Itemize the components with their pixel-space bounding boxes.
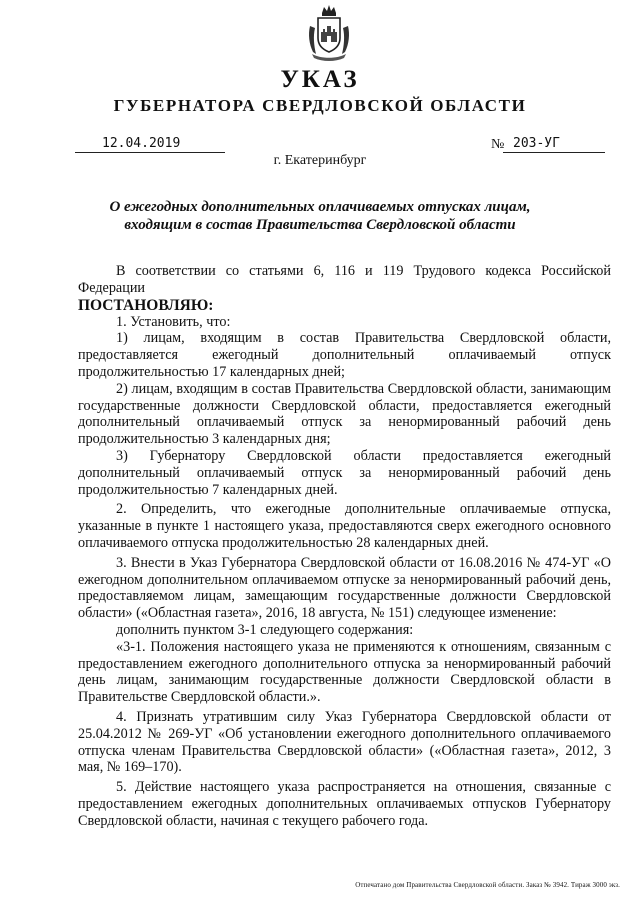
decree-number: 203-УГ — [513, 136, 560, 151]
clause-3-amendment-intro: дополнить пунктом 3-1 следующего содержания: — [116, 621, 414, 638]
issuer-title: ГУБЕРНАТОРА СВЕРДЛОВСКОЙ ОБЛАСТИ — [113, 96, 527, 115]
document-type-title: УКАЗ — [280, 66, 360, 93]
document-heading — [60, 198, 580, 234]
document-body — [78, 263, 611, 830]
clause-2: 2. Определить, что ежегодные дополнительные оплачиваемые отпуска, указанные в пункте 1 настоящего указа, предоставляются сверх ежегодного основного оплачиваемого отпуска продолжительностью 28 календарных дней. — [78, 501, 611, 551]
clause-5: 5. Действие настоящего указа распространяется на отношения, связанные с предоставлением ежегодных дополнительных оплачиваемых отпусков Губернатору Свердловской области, начиная с текущего рабочего года. — [78, 779, 611, 829]
clause-1-intro: 1. Установить, что: — [116, 313, 231, 330]
clause-4: 4. Признать утратившим силу Указ Губернатора Свердловской области от 25.04.2012 № 269-УГ «Об установлении ежегодного дополнительного оплачиваемого отпуска членам Правительства Свердловской области» («Областная газета», 2012, 3 мая, № 169–170). — [78, 708, 611, 776]
document-heading-line-2: входящим в состав Правительства Свердловской области — [124, 217, 516, 233]
decree-date: 12.04.2019 — [102, 136, 181, 151]
decree-keyword: ПОСТАНОВЛЯЮ: — [78, 296, 214, 314]
clause-1-3: 3) Губернатору Свердловской области предоставляется ежегодный дополнительный оплачиваемый отпуск за ненормированный рабочий день продолжительностью 7 календарных дней. — [78, 447, 611, 498]
clause-3-amendment-text: «3-1. Положения настоящего указа не применяются к отношениям, связанным с предоставлением ежегодного дополнительного отпуска за ненормированный рабочий день лицам, занимающим государственные должности Свердловской области в Правительстве Свердловской области.». — [78, 638, 611, 706]
city-line: г. Екатеринбург — [273, 153, 367, 168]
document-heading-line-1: О ежегодных дополнительных оплачиваемых отпусках лицам, — [109, 199, 531, 215]
number-label: № — [491, 137, 505, 152]
clause-1-2: 2) лицам, входящим в состав Правительства Свердловской области, занимающим государственные должности Свердловской области, предоставляется ежегодный дополнительный оплачиваемый отпуск за ненормированный рабочий день продолжительностью 3 календарных дня; — [78, 380, 611, 448]
coat-of-arms-icon — [307, 4, 351, 62]
preamble-paragraph: В соответствии со статьями 6, 116 и 119 Трудового кодекса Российской Федерации — [78, 263, 611, 296]
clause-3: 3. Внести в Указ Губернатора Свердловской области от 16.08.2016 № 474-УГ «О ежегодном дополнительном оплачиваемом отпуске за ненормированный рабочий день, предоставляемом лицам, замещающим государственные должности Свердловской области» («Областная газета», 2016, 18 августа, № 151) следующее изменение: — [78, 554, 611, 622]
print-note: Отпечатано дом Правительства Свердловской области. Заказ № 3942. Тираж 3000 экз. — [355, 881, 620, 889]
clause-1-1: 1) лицам, входящим в состав Правительства Свердловской области, предоставляется ежегодный дополнительный оплачиваемый отпуск продолжительностью 17 календарных дней; — [78, 330, 611, 380]
